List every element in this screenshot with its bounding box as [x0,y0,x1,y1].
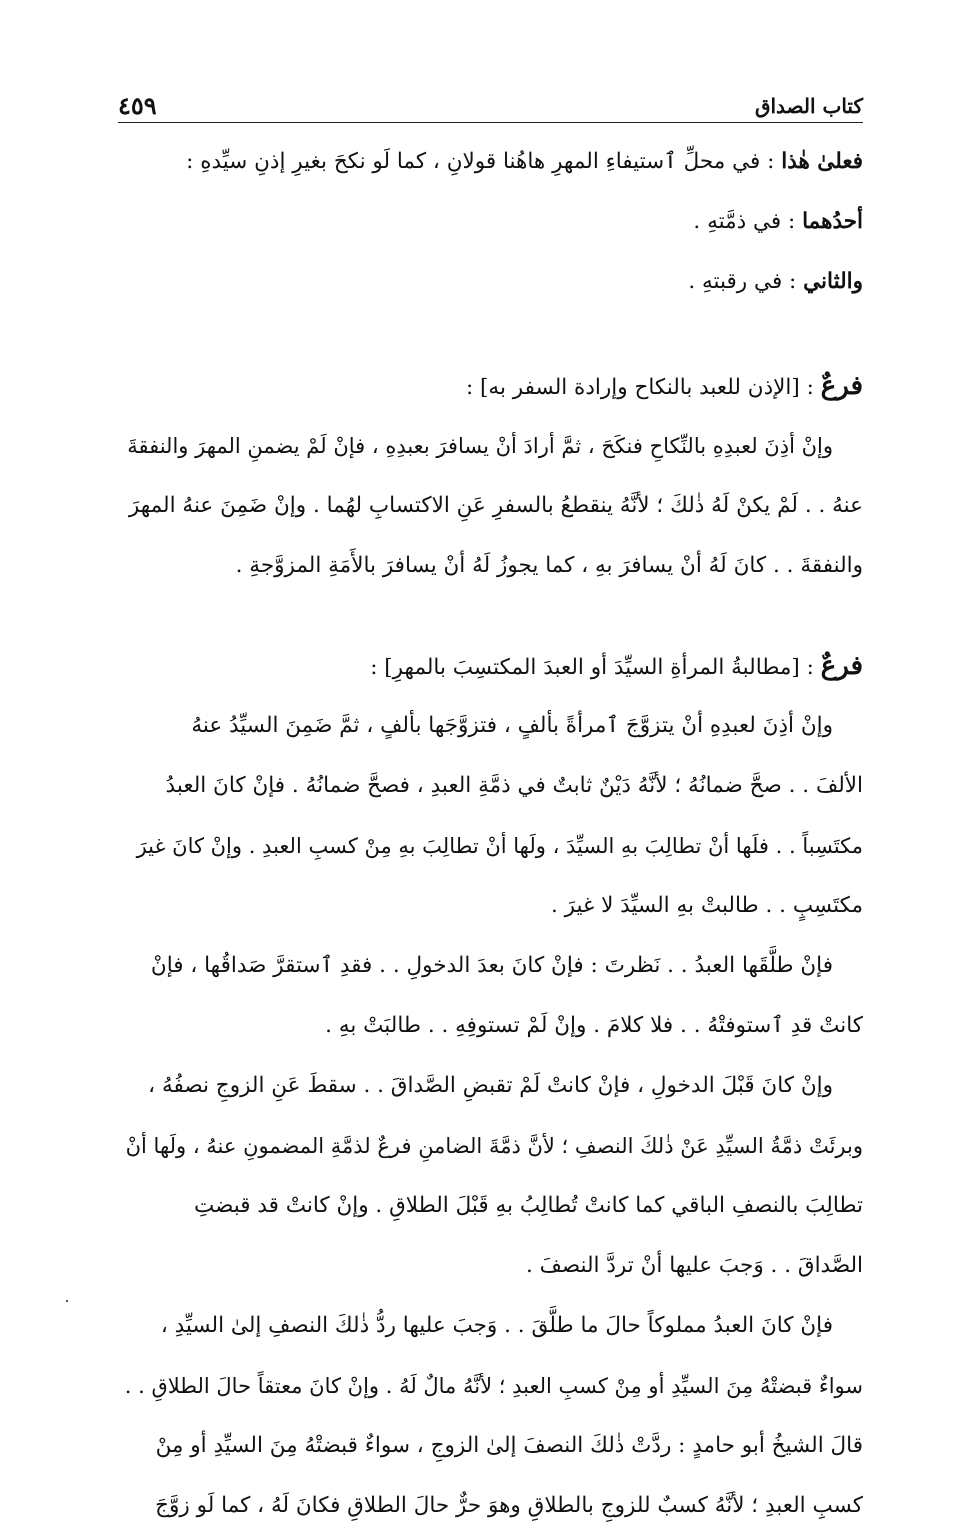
page-number: ٤٥٩ [118,91,157,120]
book-title: كتاب الصداق [754,94,863,118]
intro-line-2 [120,192,863,252]
text-line: كانتْ قدِ ٱستوفتْهُ . . فلا كلامَ . وإنْ لَمْ تستوفِهِ . . طالبَتْ بهِ . [325,1013,863,1038]
intro-line-1 [120,132,863,192]
page-body [120,132,863,1536]
section-label-1: فرعٌ [820,371,863,401]
section-label-2: فرعٌ [820,651,863,681]
text-line: فإنْ طلَّقَها العبدُ . . نَظرتَ : فإنْ كانَ بعدَ الدخولِ . . فقدِ ٱستقرَّ صَداقُها ، فإنْ [150,953,833,978]
intro-lead-3: والثاني [803,269,863,294]
paragraph [120,1296,863,1536]
text-line: سواءٌ قبضتْهُ مِنَ السيِّدِ أو مِنْ كسبِ العبدِ ؛ لأنَّهُ مالٌ لَهُ . وإنْ كانَ معتقاً حالَ الطلاقِ . . [124,1374,863,1398]
text-line: كسبِ العبدِ ؛ لأنَّهُ كسبٌ للزوجِ بالطلاقِ وهوَ حرٌّ حالَ الطلاقِ فكانَ لَهُ ، كما لَو زوَّجَ [155,1493,863,1518]
scan-mark [66,1300,68,1302]
intro-text-1: : في محلِّ ٱستيفاءِ المهرِ هاهُنا قولانِ ، كما لَو نكحَ بغيرِ إذنِ سيِّدهِ : [186,149,782,174]
text-line: وإنْ كانَ قَبْلَ الدخولِ ، فإنْ كانتْ لَمْ تقبضِ الصَّداقَ . . سقطَ عَنِ الزوجِ نصفُهُ ، [148,1073,833,1098]
intro-text-2: : في ذمَّتهِ . [693,209,803,234]
text-line: تطالِبَ بالنصفِ الباقي كما كانتْ تُطالِبُ بهِ قَبْلَ الطلاقِ . وإنْ كانتْ قد قبضتِ [193,1193,863,1218]
text-line: قالَ الشيخُ أبو حامدٍ : ردَّتْ ذٰلكَ النصفَ إلىٰ الزوجِ ، سواءٌ قبضتْهُ مِنَ السيِّدِ أو مِنْ [155,1433,863,1458]
text-line: وإنْ أذِنَ لعبدِهِ بالنِّكاحِ فنكَحَ ، ثمَّ أرادَ أنْ يسافرَ بعبدِهِ ، فإنْ لَمْ يضمنِ المهرَ والنفقةَ [127,434,833,458]
paragraph [120,936,863,1056]
text-line: مكتَسِباً . . فلَها أنْ تطالِبَ بهِ السيِّدَ ، ولَها أنْ تطالِبَ بهِ مِنْ كسبِ العبدِ . وإنْ كانَ غيرَ [136,834,863,858]
paragraph [120,696,863,936]
text-line: فإنْ كانَ العبدُ مملوكاً حالَ ما طلَّقَ . . وَجبَ عليها ردُّ ذٰلكَ النصفِ إلىٰ السيِّدِ ، [160,1313,833,1338]
text-line: الصَّداقَ . . وَجبَ عليها أنْ تردَّ النصفَ . [525,1253,863,1278]
text-line: وبرئَتْ ذمَّةُ السيِّدِ عَنْ ذٰلكَ النصفِ ؛ لأنَّ ذمَّةَ الضامنِ فرعٌ لذمَّةِ المضمونِ عنهُ ، ولَها أنْ [125,1134,863,1158]
text-line: وإنْ أذِنَ لعبدِهِ أنْ يتزوَّجَ ٱمرأةً بألفٍ ، فتزوَّجَها بألفٍ ، ثمَّ ضَمِنَ السيِّدُ عنهُ [191,713,833,738]
intro-lead-1: فعلىٰ هٰذا [781,149,863,174]
section-title-2: : [مطالبةُ المرأةِ السيِّدَ أو العبدَ المكتسِبَ بالمهرِ] : [370,655,821,680]
paragraph [120,1056,863,1296]
section-heading-1 [120,358,863,416]
text-line: مكتَسِبٍ . . طالبتْ بهِ السيِّدَ لا غيرَ . [550,893,863,918]
text-line: الألفَ . . صحَّ ضمانُهُ ؛ لأنَّهُ دَيْنٌ ثابتٌ في ذمَّةِ العبدِ ، فصحَّ ضمانُهُ . فإنْ كانَ العبدُ [165,773,863,798]
text-line: عنهُ . . لَمْ يكنْ لَهُ ذٰلكَ ؛ لأنَّهُ ينقطعُ بالسفرِ عَنِ الاكتسابِ لهُما . وإنْ ضَمِنَ عنهُ المهرَ [128,493,863,518]
intro-text-3: : في رقبتهِ . [688,269,804,294]
intro-lead-2: أحدُهما [802,209,863,234]
section-heading-2 [120,638,863,696]
section-title-1: : [الإذن للعبد بالنكاح وإرادة السفر به] : [465,375,821,400]
intro-line-3 [120,252,863,312]
text-line: والنفقةَ . . كانَ لَهُ أنْ يسافرَ بهِ ، كما يجوزُ لَهُ أنْ يسافرَ بالأَمَةِ المزوَّجةِ . [235,553,863,578]
running-header [118,84,863,123]
